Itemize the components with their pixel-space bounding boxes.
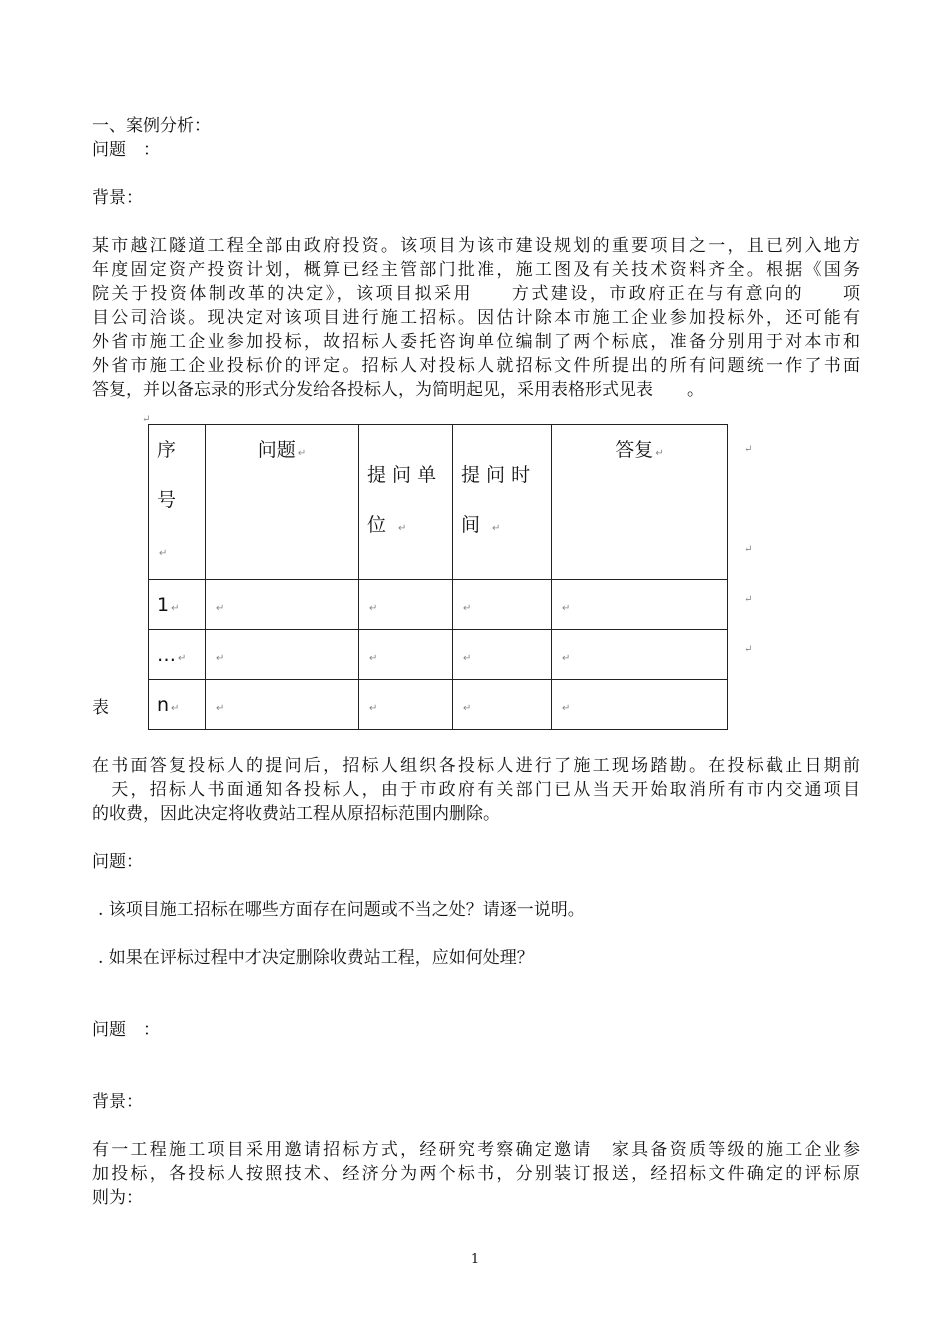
background-paragraph-2 [92, 754, 860, 826]
paragraph-line: 院关于投资体制改革的决定》，该项目拟采用 方式建设，市政府正在与有意向的 项 [92, 284, 860, 304]
background-paragraph-3 [92, 1138, 860, 1210]
row-end-mark: ↵ [744, 644, 753, 655]
header-unit: 提 问 单 位 ↵ [359, 425, 453, 580]
table-anchor-mark: ↵ [142, 414, 151, 425]
qa-table [148, 424, 728, 730]
paragraph-line: 年度固定资产投资计划，概算已经主管部门批准，施工图及有关技术资料齐全。根据《国务 [92, 260, 860, 280]
table-row: … ↵ ↵ ↵ ↵ ↵ [149, 630, 728, 680]
question-item: . 如果在评标过程中才决定删除收费站工程，应如何处理？ [98, 948, 534, 968]
paragraph-line: 外省市施工企业参加投标，故招标人委托咨询单位编制了两个标底，准备分别用于对本市和 [92, 332, 860, 352]
background-paragraph-1 [92, 234, 860, 402]
paragraph-line: 天，招标人书面通知各投标人，由于市政府有关部门已从当天开始取消所有市内交通项目 [92, 780, 860, 800]
table-row: 1 ↵ ↵ ↵ ↵ ↵ [149, 580, 728, 630]
page-number: 1 [470, 1252, 480, 1267]
paragraph-line: 在书面答复投标人的提问后，招标人组织各投标人进行了施工现场踏勘。在投标截止日期前 [92, 756, 860, 776]
header-question: 问题 ↵ [206, 425, 359, 580]
header-seq: 序 号↵ [149, 425, 206, 580]
question-item: . 该项目施工招标在哪些方面存在问题或不当之处？请逐一说明。 [98, 900, 585, 920]
paragraph-line: 加投标，各投标人按照技术、经济分为两个标书，分别装订报送，经招标文件确定的评标原 [92, 1164, 860, 1184]
paragraph-line: 则为： [92, 1188, 143, 1208]
background-label-2: 背景： [92, 1092, 143, 1112]
row-end-mark: ↵ [744, 444, 753, 455]
question-2-heading: 问题 ： [92, 1020, 160, 1040]
paragraph-line: 外省市施工企业投标价的评定。招标人对投标人就招标文件所提出的所有问题统一作了书面 [92, 356, 860, 376]
table-row: n ↵ ↵ ↵ ↵ ↵ [149, 680, 728, 730]
row-end-mark: ↵ [744, 544, 753, 555]
table-header-row [149, 425, 728, 580]
paragraph-line: 的收费，因此决定将收费站工程从原招标范围内删除。 [92, 804, 500, 824]
header-answer: 答复 ↵ [552, 425, 728, 580]
paragraph-line: 有一工程施工项目采用邀请招标方式，经研究考察确定邀请 家具备资质等级的施工企业参 [92, 1140, 860, 1160]
table-label: 表 [92, 698, 109, 718]
header-time: 提 问 时 间 ↵ [453, 425, 552, 580]
questions-label: 问题： [92, 852, 143, 872]
question-1-heading: 问题 ： [92, 140, 160, 160]
paragraph-line: 某市越江隧道工程全部由政府投资。该项目为该市建设规划的重要项目之一，且已列入地方 [92, 236, 860, 256]
background-label-1: 背景： [92, 188, 143, 208]
paragraph-line: 答复，并以备忘录的形式分发给各投标人，为简明起见，采用表格形式见表 。 [92, 380, 704, 400]
paragraph-line: 目公司洽谈。现决定对该项目进行施工招标。因估计除本市施工企业参加投标外，还可能有 [92, 308, 860, 328]
section-title: 一、案例分析： [92, 116, 211, 136]
row-end-mark: ↵ [744, 594, 753, 605]
